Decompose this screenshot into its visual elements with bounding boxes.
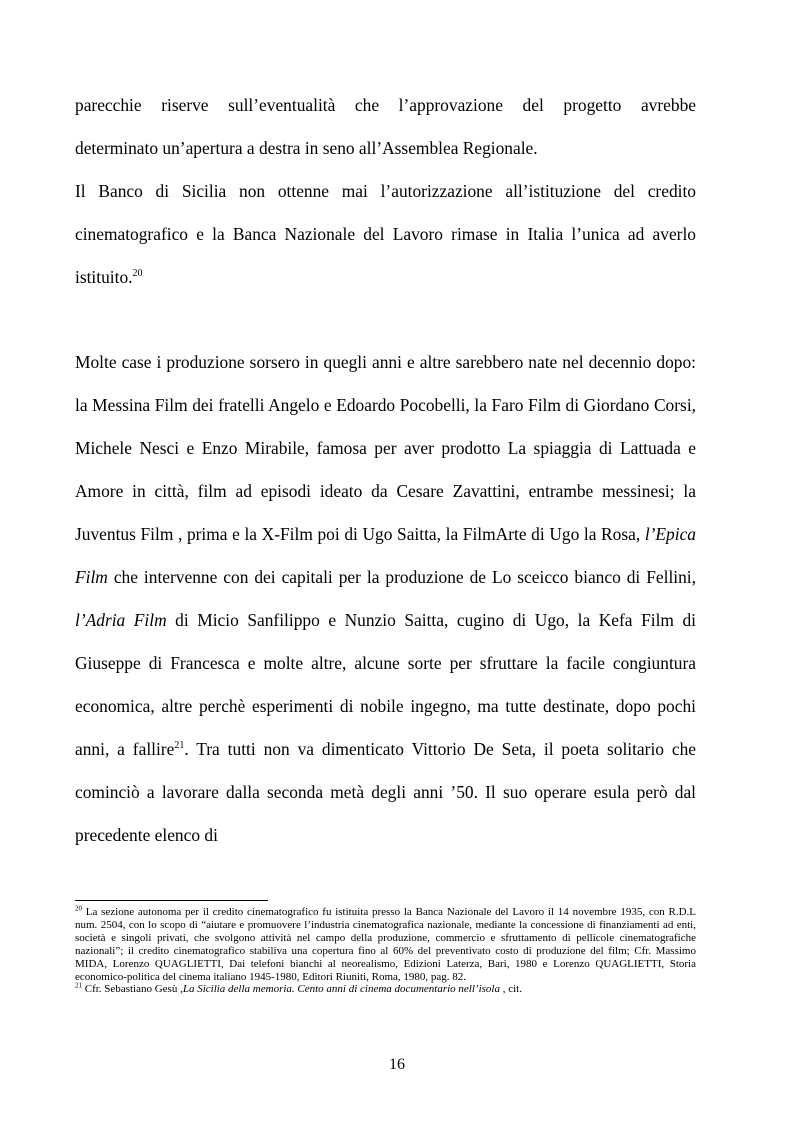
paragraph-1-line-1: parecchie riserve sull’eventualità che l’approvazione del progetto avrebbe: [75, 95, 696, 115]
footnote-20-text: La sezione autonoma per il credito cinematografico fu istituita presso la Banca Nazionale del Lavoro il 14 novembre 1935, con R.D.L num. 2504, con lo scopo di “aiutare e promuovere l’industria cinematografica nazionale, mediante la concessione di finanziamenti ad enti, società e singoli privati, che svolgono attività nel campo della produzione, commercio e sfruttamento di pellicole cinematografiche nazionali”; il credito cinematografico stabiliva una copertura fino al 60% del preventivato costo di produzione del film; Cfr. Massimo MIDA, Lorenzo QUAGLIETTI, Dai telefoni bianchi al neorealismo, Edizioni Laterza, Bari, 1980 e Lorenzo QUAGLIETTI, Storia economico-politica del cinema italiano 1945-1980, Editori Riuniti, Roma, 1980, pag. 82.: [75, 906, 696, 983]
paragraph-2-text-part-1: Molte case i produzione sorsero in quegli anni e altre sarebbero nate nel decennio dopo: la Messina Film dei fratelli Angelo e Edoardo Pocobelli, la Faro Film di Giordano Corsi, Michele Nesci e Enzo Mirabile, famosa per aver prodotto La spiaggia di Lattuada e Amore in città, film ad episodi ideato da Cesare Zavattini, entrambe messinesi; la Juventus Film , prima e la X-Film poi di Ugo Saitta, la FilmArte di Ugo la Rosa,: [75, 352, 696, 544]
paragraph-2-text-part-4: . Tra tutti non va dimenticato Vittorio De Seta, il poeta solitario che cominciò a lavorare dalla seconda metà degli anni ’50. Il suo operare esula però dal precedente elenco di: [75, 739, 697, 845]
paragraph-2-text-part-3: di Micio Sanfilippo e Nunzio Saitta, cugino di Ugo, la Kefa Film di Giuseppe di Francesca e molte altre, alcune sorte per sfruttare la facile congiuntura economica, altre perchè esperimenti di nobile ingegno, ma tutte destinate, dopo pochi anni, a fallire: [75, 610, 697, 759]
footnote-21-number: 21: [75, 981, 82, 990]
footnote-20-number: 20: [75, 904, 82, 913]
footnote-ref-21[interactable]: 21: [174, 740, 185, 752]
epica-film-italic: l’Epica Film: [75, 524, 696, 587]
paragraph-1-line-5-text: istituito.: [75, 267, 133, 287]
footnote-21: [75, 983, 696, 996]
paragraph-2-text: [75, 341, 696, 857]
adria-film-italic: l’Adria Film: [75, 610, 167, 630]
footnote-ref-20[interactable]: 20: [132, 268, 143, 280]
paragraph-1: [75, 84, 696, 299]
footnote-21-text-after: , cit.: [499, 983, 522, 996]
footnote-separator: [75, 900, 268, 901]
paragraph-1-line-5: [75, 256, 696, 299]
paragraph-2-text-part-2: che intervenne con dei capitali per la produzione de Lo sceicco bianco di Fellini,: [107, 567, 696, 587]
paragraph-1-line-3: Il Banco di Sicilia non ottenne mai l’autorizzazione all’istituzione del credito: [75, 181, 696, 201]
paragraph-1-line-2: determinato un’apertura a destra in seno all’Assemblea Regionale.: [75, 138, 538, 158]
page-number: 16: [389, 1056, 405, 1073]
footnotes: [75, 906, 696, 996]
footnote-21-title-italic: ,La Sicilia della memoria. Cento anni di cinema documentario nell’isola: [180, 983, 500, 996]
paragraph-2: [75, 341, 696, 857]
footnote-21-text-before: Cfr. Sebastiano Gesù: [82, 983, 181, 996]
paragraph-1-line-4: cinematografico e la Banca Nazionale del Lavoro rimase in Italia l’unica ad averlo: [75, 224, 696, 244]
footnote-20: [75, 906, 696, 983]
